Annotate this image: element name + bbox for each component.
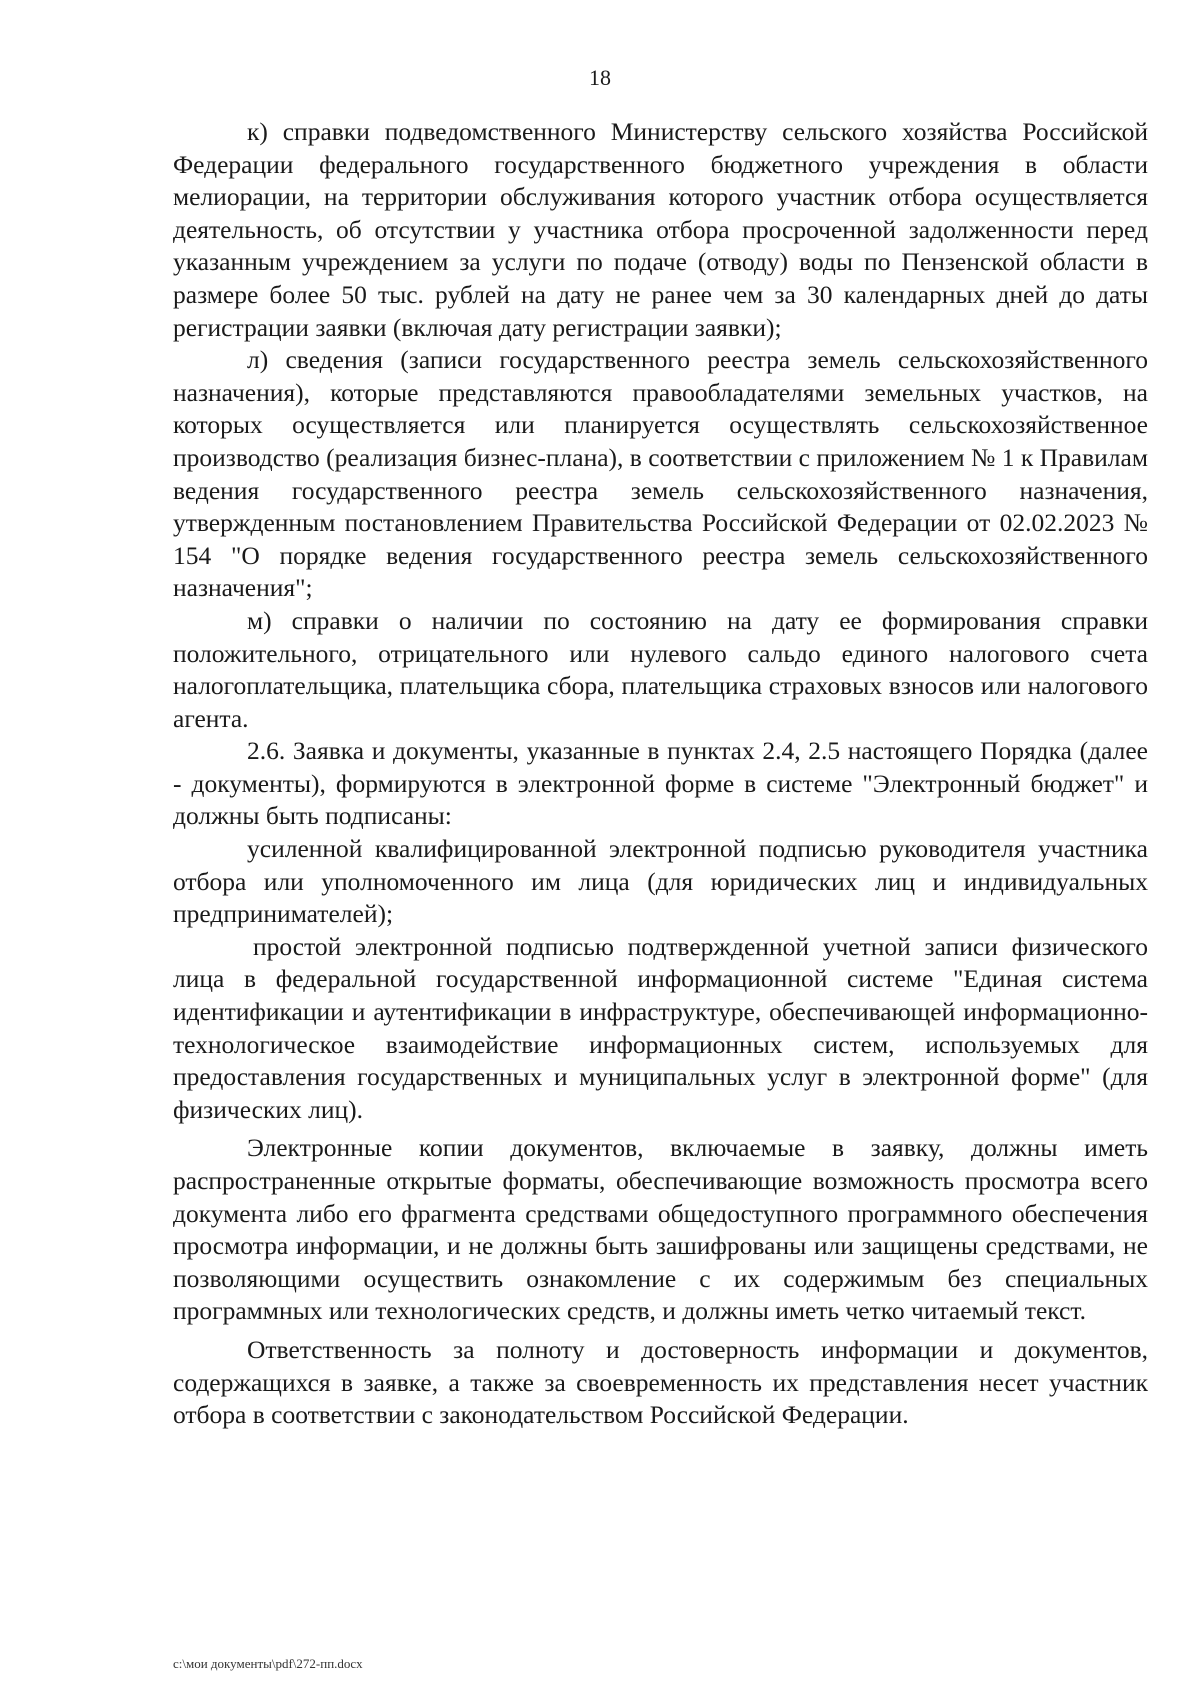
paragraph-item-l: л) сведения (записи государственного реестра земель сельскохозяйственного назначения), которые представляются правообладателями земельных участков, на которых осуществляется или планируется осуществлять сельскохозяйственное производство (реализация бизнес-плана), в соответствии с приложением № 1 к Правилам ведения государственного реестра земель сельскохозяйственного назначения, утвержденным постановлением Правительства Российской Федерации от 02.02.2023 № 154 "О порядке ведения государственного реестра земель сельскохозяйственного назначения";	[173, 345, 1148, 603]
page-number: 18	[589, 65, 611, 90]
paragraph-electronic-copies: Электронные копии документов, включаемые в заявку, должны иметь распространенные открытые форматы, обеспечивающие возможность просмотра всего документа либо его фрагмента средствами общедоступного программного обеспечения просмотра информации, и не должны быть зашифрованы или защищены средствами, не позволяющими осуществить ознакомление с их содержимым без специальных программных или технологических средств, и должны иметь четко читаемый текст.	[173, 1133, 1148, 1326]
paragraph-section-2-6: 2.6. Заявка и документы, указанные в пунктах 2.4, 2.5 настоящего Порядка (далее - документы), формируются в электронной форме в системе "Электронный бюджет" и должны быть подписаны:	[173, 736, 1148, 831]
paragraph-responsibility: Ответственность за полноту и достоверность информации и документов, содержащихся в заявке, а также за своевременность их представления несет участник отбора в соответствии с законодательством Российской Федерации.	[173, 1334, 1148, 1430]
paragraph-item-k: к) справки подведомственного Министерству сельского хозяйства Российской Федерации федерального государственного бюджетного учреждения в области мелиорации, на территории обслуживания которого участник отбора осуществляется деятельность, об отсутствии у участника отбора просроченной задолженности перед указанным учреждением за услуги по подаче (отводу) воды по Пензенской области в размере более 50 тыс. рублей на дату не ранее чем за 30 календарных дней до даты регистрации заявки (включая дату регистрации заявки);	[173, 117, 1148, 342]
footer-file-path: c:\мои документы\pdf\272-пп.docx	[173, 1656, 363, 1671]
paragraph-simple-signature: простой электронной подписью подтвержденной учетной записи физического лица в федеральной государственной информационной системе "Единая система идентификации и аутентификации в инфраструктуре, обеспечивающей информационно-технологическое взаимодействие информационных систем, используемых для предоставления государственных и муниципальных услуг в электронной форме" (для физических лиц).	[173, 931, 1148, 1124]
document-body	[173, 116, 1148, 1432]
paragraph-qualified-signature: усиленной квалифицированной электронной подписью руководителя участника отбора или уполномоченного им лица (для юридических лиц и индивидуальных предпринимателей);	[173, 834, 1148, 929]
paragraph-item-m: м) справки о наличии по состоянию на дату ее формирования справки положительного, отрицательного или нулевого сальдо единого налогового счета налогоплательщика, плательщика сбора, плательщика страховых взносов или налогового агента.	[173, 605, 1148, 733]
